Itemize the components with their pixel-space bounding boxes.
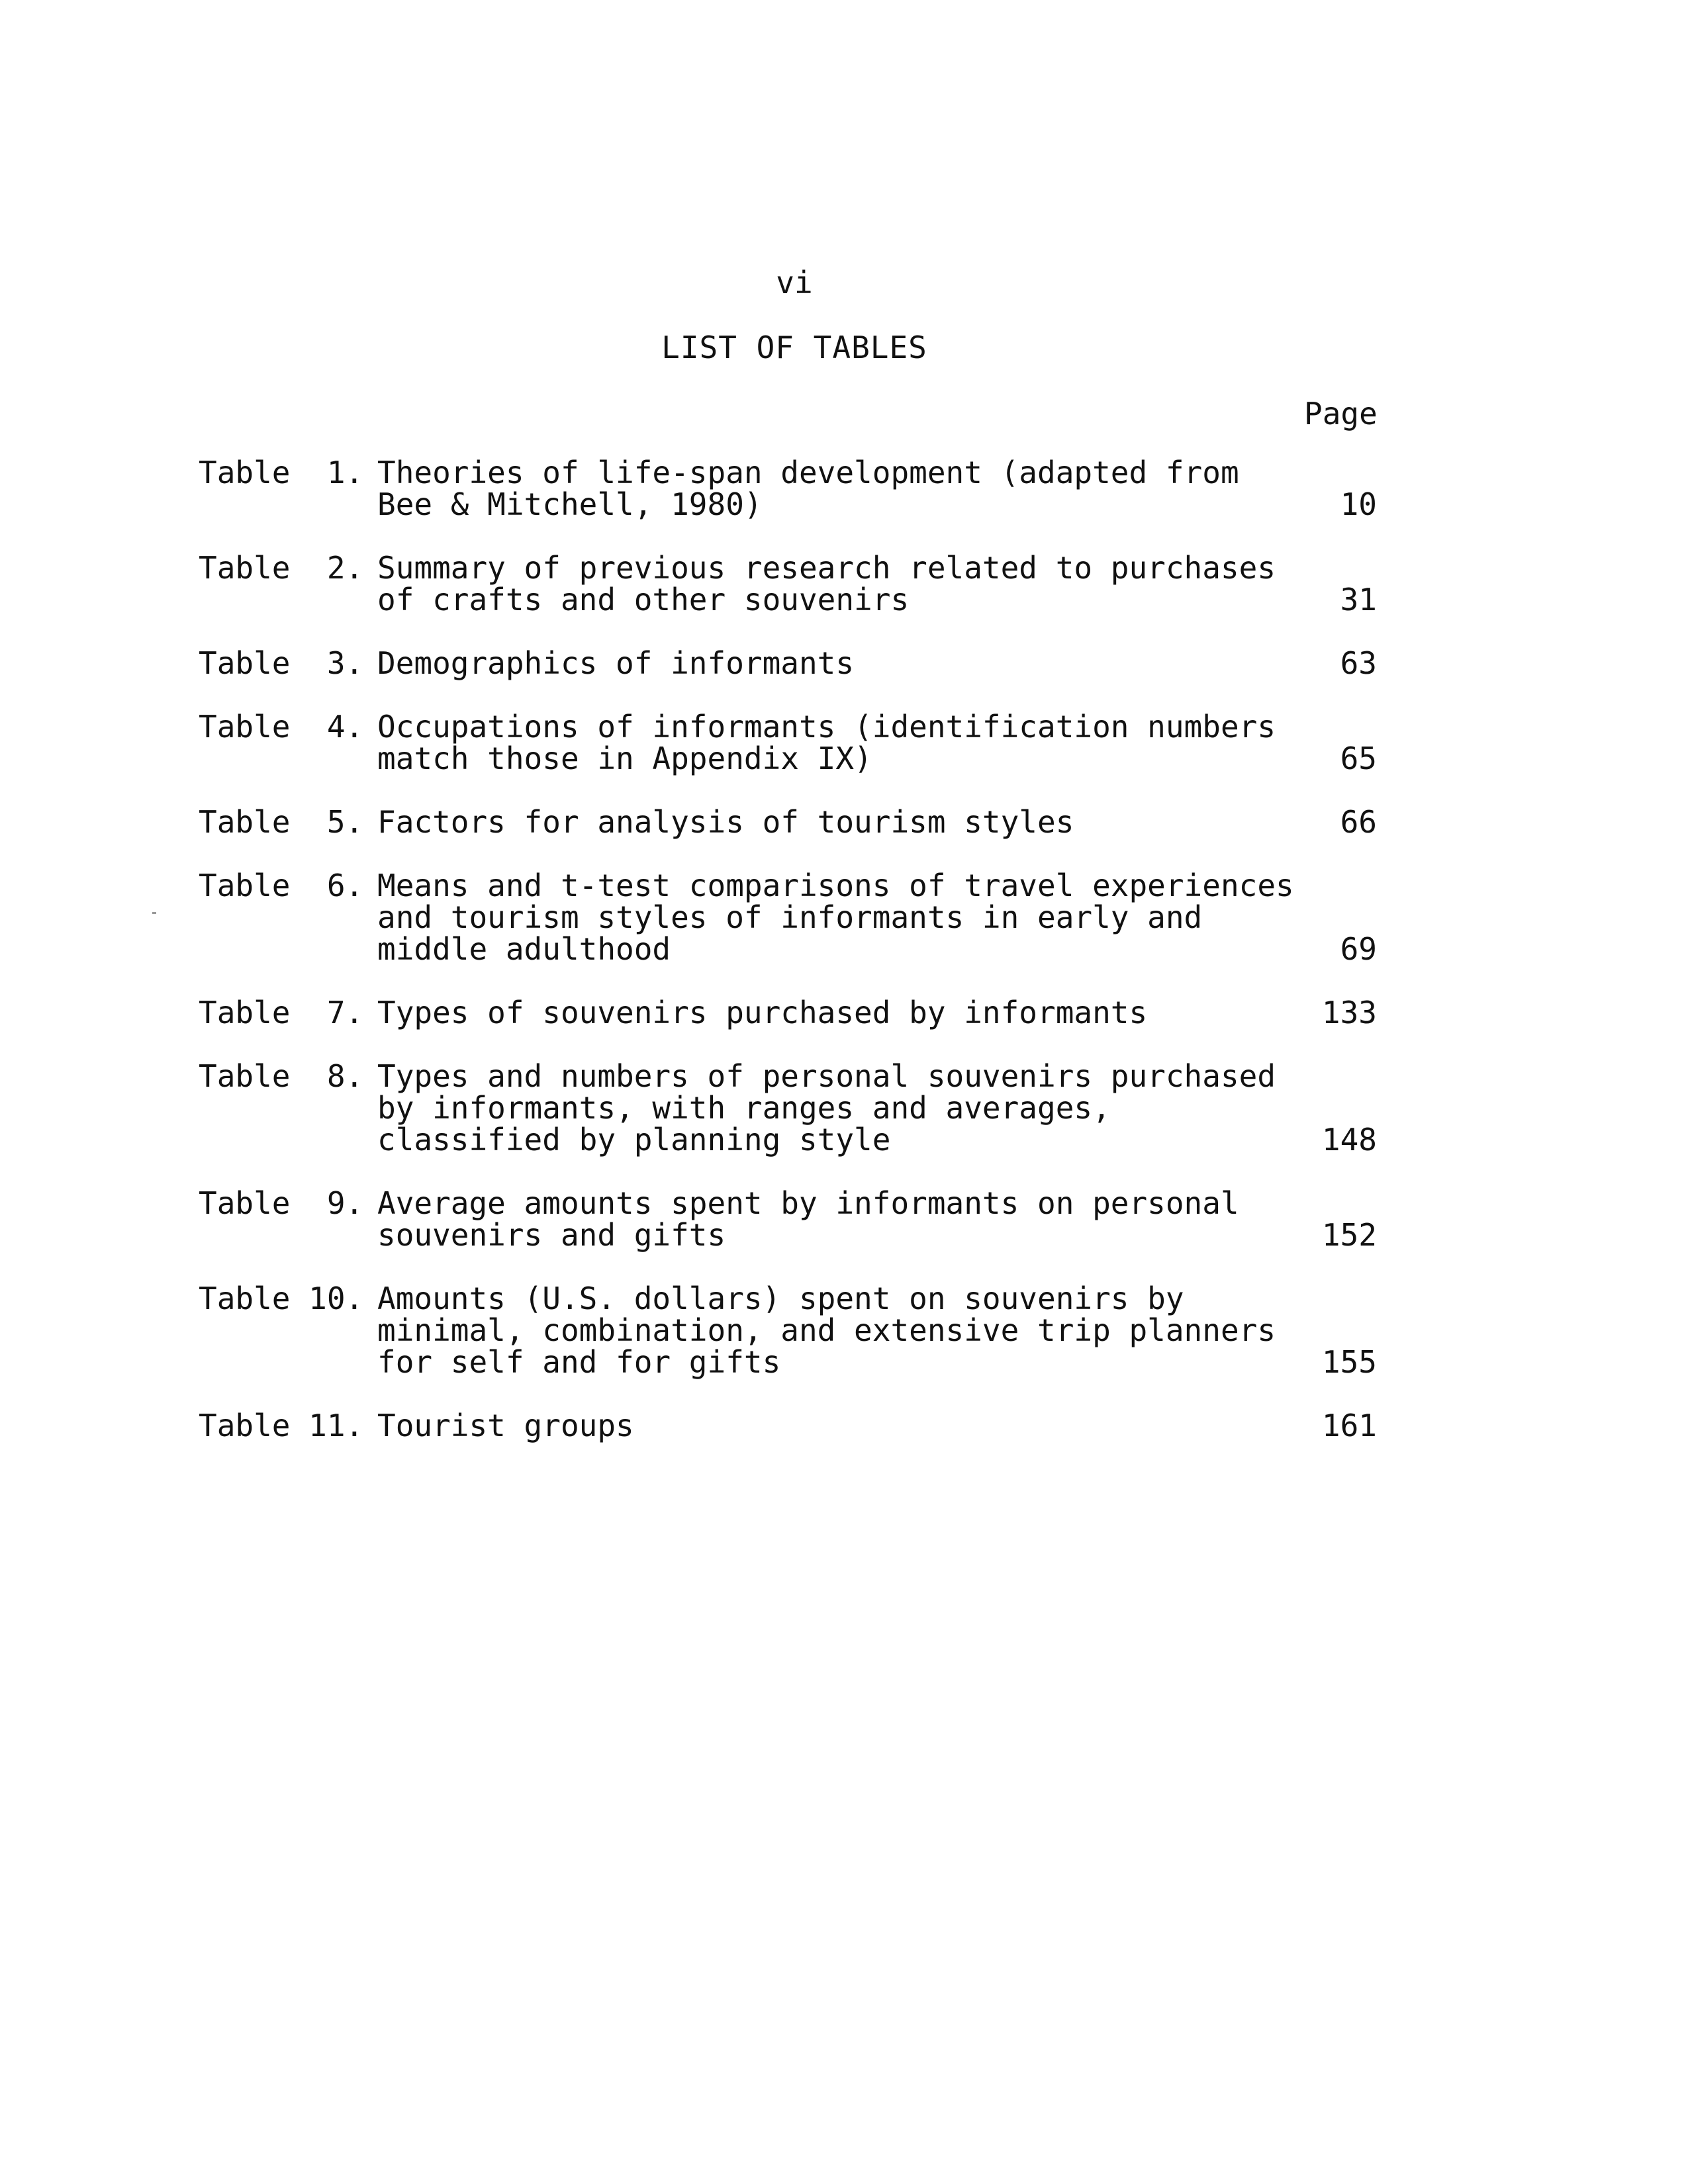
page-column-header: Page	[1304, 396, 1378, 432]
table-entry-title: Factors for analysis of tourism styles	[377, 804, 1074, 840]
table-entry-label: Table 11.	[199, 1408, 364, 1443]
table-entry-label: Table 9.	[199, 1185, 364, 1221]
table-entry	[0, 552, 1688, 615]
table-entry-label: Table 7.	[199, 995, 364, 1030]
table-entry-title: Demographics of informants	[377, 645, 855, 681]
table-entry-page: 66	[1340, 804, 1377, 840]
table-entry-label: Table 10.	[199, 1281, 364, 1316]
table-entry-title: Amounts (U.S. dollars) spent on souvenirs by minimal, combination, and extensive trip planners for self and for gifts	[377, 1281, 1276, 1380]
table-entry-label: Table 2.	[199, 550, 364, 586]
table-entry-label: Table 1.	[199, 455, 364, 490]
table-list	[0, 457, 1688, 1473]
table-entry-page: 148	[1321, 1122, 1377, 1158]
table-entry-title: Types of souvenirs purchased by informants	[377, 995, 1148, 1030]
table-entry-label: Table 6.	[199, 868, 364, 903]
table-entry-title: Theories of life-span development (adapted from Bee & Mitchell, 1980)	[377, 455, 1239, 522]
table-entry-title: Types and numbers of personal souvenirs purchased by informants, with ranges and averages, classified by planning style	[377, 1058, 1276, 1158]
table-entry-label: Table 4.	[199, 709, 364, 745]
table-entry	[0, 806, 1688, 838]
table-entry-label: Table 3.	[199, 645, 364, 681]
table-entry-page: 133	[1321, 995, 1377, 1030]
table-entry	[0, 1060, 1688, 1156]
scan-speck	[152, 912, 156, 914]
table-entry	[0, 1410, 1688, 1441]
table-entry-title: Means and t-test comparisons of travel experiences and tourism styles of informants in early and middle adulthood	[377, 868, 1294, 967]
table-entry-page: 31	[1340, 582, 1377, 617]
table-entry	[0, 1187, 1688, 1251]
table-entry-title: Occupations of informants (identification numbers match those in Appendix IX)	[377, 709, 1276, 776]
table-entry	[0, 457, 1688, 520]
table-entry	[0, 997, 1688, 1028]
table-entry-page: 161	[1321, 1408, 1377, 1443]
table-entry-page: 152	[1321, 1217, 1377, 1253]
table-entry-page: 10	[1340, 486, 1377, 522]
table-entry-label: Table 5.	[199, 804, 364, 840]
table-entry-page: 155	[1321, 1344, 1377, 1380]
table-entry-title: Tourist groups	[377, 1408, 634, 1443]
page-title: LIST OF TABLES	[661, 330, 927, 365]
table-entry-page: 63	[1340, 645, 1377, 681]
table-entry-page: 69	[1340, 931, 1377, 967]
table-entry	[0, 1283, 1688, 1378]
table-entry-label: Table 8.	[199, 1058, 364, 1094]
table-entry-title: Summary of previous research related to purchases of crafts and other souvenirs	[377, 550, 1276, 617]
table-entry	[0, 647, 1688, 679]
table-entry-page: 65	[1340, 741, 1377, 776]
table-entry	[0, 870, 1688, 965]
page-number: vi	[776, 265, 813, 300]
table-entry	[0, 711, 1688, 774]
table-entry-title: Average amounts spent by informants on personal souvenirs and gifts	[377, 1185, 1239, 1253]
